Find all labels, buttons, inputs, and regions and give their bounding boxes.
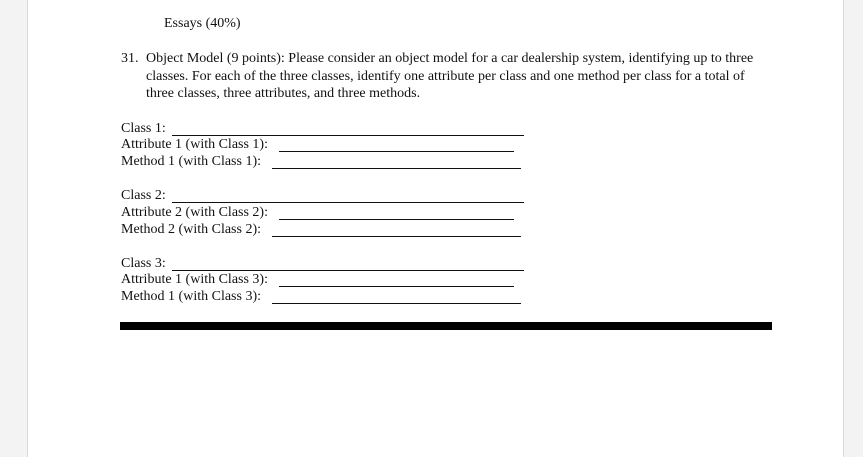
- attribute-3-blank[interactable]: [279, 286, 514, 287]
- question-number: 31.: [121, 51, 139, 66]
- attribute-2-label: Attribute 2 (with Class 2):: [121, 205, 268, 220]
- method-1-label: Method 1 (with Class 1):: [121, 154, 261, 169]
- attribute-2-blank[interactable]: [279, 219, 514, 220]
- attribute-3-label: Attribute 1 (with Class 3):: [121, 272, 268, 287]
- class-1-blank[interactable]: [172, 135, 524, 136]
- attribute-1-blank[interactable]: [279, 151, 514, 152]
- class-3-label: Class 3:: [121, 256, 166, 271]
- class-1-label: Class 1:: [121, 121, 166, 136]
- method-2-label: Method 2 (with Class 2):: [121, 222, 261, 237]
- method-2-blank[interactable]: [272, 236, 521, 237]
- method-3-blank[interactable]: [272, 303, 521, 304]
- section-divider-rule: [120, 322, 772, 330]
- section-heading: Essays (40%): [164, 16, 241, 31]
- class-2-blank[interactable]: [172, 202, 524, 203]
- question-text: Object Model (9 points): Please consider an object model for a car dealership system, identifying up to three classes. For each of the three classes, identify one attribute per class and one method per class for a total of three classes, three attributes, and three methods.: [146, 51, 754, 101]
- class-3-blank[interactable]: [172, 270, 524, 271]
- method-1-blank[interactable]: [272, 168, 521, 169]
- attribute-1-label: Attribute 1 (with Class 1):: [121, 137, 268, 152]
- method-3-label: Method 1 (with Class 3):: [121, 289, 261, 304]
- class-2-label: Class 2:: [121, 188, 166, 203]
